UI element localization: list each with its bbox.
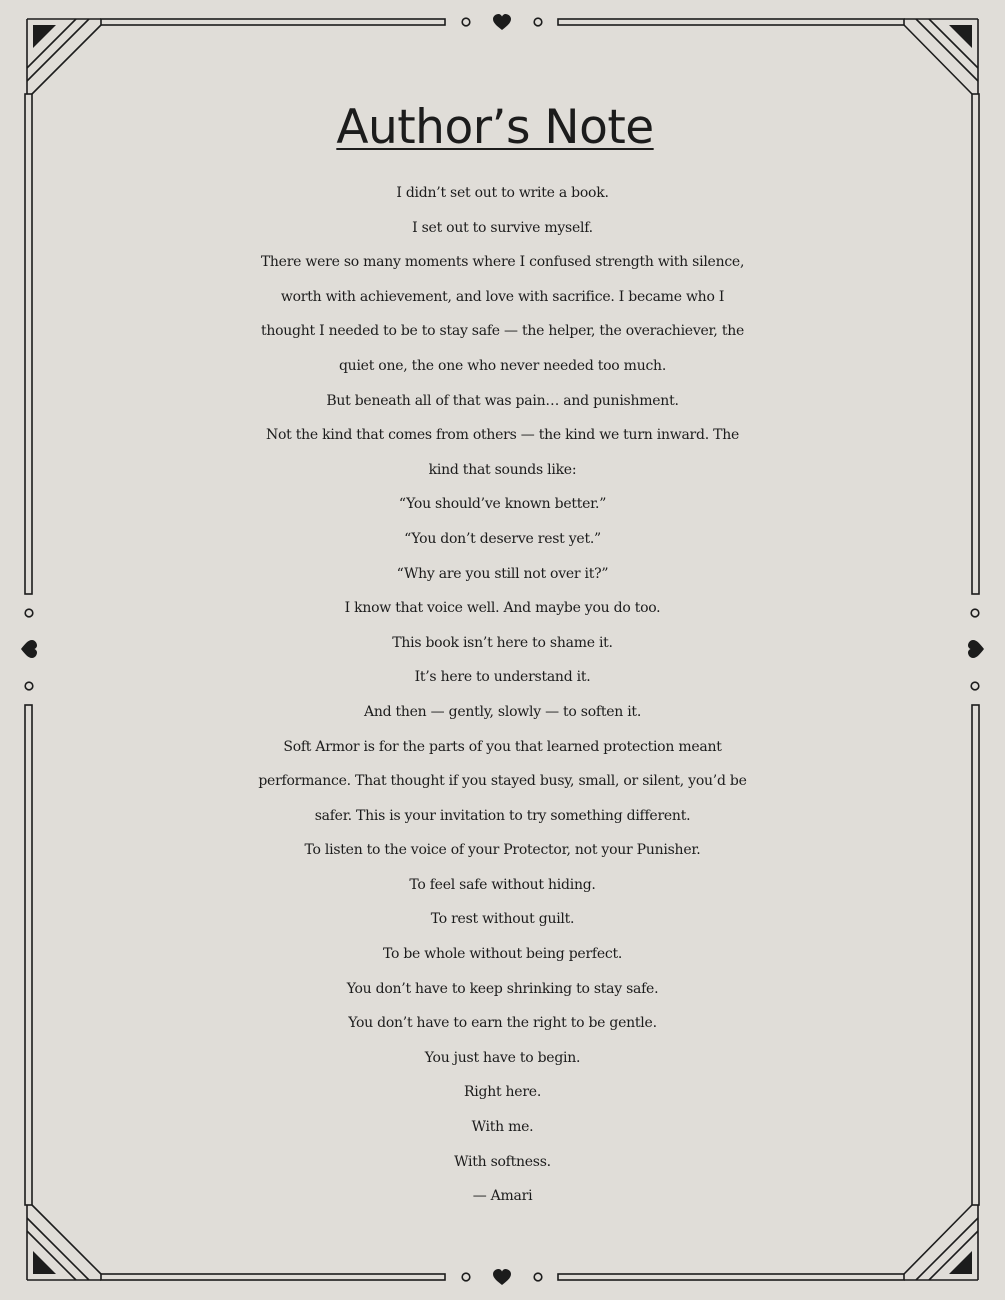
note-line: There were so many moments where I confused strength with silence,: [260, 254, 745, 271]
note-line: safer. This is your invitation to try something different.: [314, 807, 691, 824]
note-line: I know that voice well. And maybe you do too.: [344, 600, 661, 617]
note-line: It’s here to understand it.: [414, 669, 591, 686]
note-line: “You should’ve known better.”: [398, 496, 607, 513]
note-line: This book isn’t here to shame it.: [392, 634, 613, 651]
note-line: You don’t have to keep shrinking to stay safe.: [346, 980, 659, 997]
note-line: I set out to survive myself.: [412, 219, 593, 236]
note-line: Right here.: [463, 1084, 542, 1101]
note-line: Not the kind that comes from others — the kind we turn inward. The: [265, 427, 740, 444]
note-line: You don’t have to earn the right to be gentle.: [348, 1015, 657, 1032]
note-body: [60, 176, 945, 1214]
corner-ornament-bottom-right: [904, 1205, 978, 1280]
note-line: You just have to begin.: [424, 1049, 581, 1066]
note-line: quiet one, the one who never needed too much.: [338, 357, 667, 374]
corner-ornament-top-left: [27, 19, 101, 94]
author-note-content: [60, 98, 945, 1214]
note-line: performance. That thought if you stayed busy, small, or silent, you’d be: [258, 773, 747, 790]
note-line: thought I needed to be to stay safe — the helper, the overachiever, the: [260, 323, 745, 340]
page-title: Author’s Note: [336, 100, 654, 155]
note-line: To be whole without being perfect.: [382, 946, 623, 963]
heart-icon: [493, 1269, 511, 1285]
note-line: To feel safe without hiding.: [409, 876, 596, 893]
note-line: “You don’t deserve rest yet.”: [404, 530, 601, 547]
note-line: I didn’t set out to write a book.: [396, 185, 609, 201]
note-line: With me.: [471, 1119, 534, 1136]
note-line: — Amari: [472, 1188, 533, 1205]
corner-ornament-bottom-left: [27, 1205, 101, 1280]
note-line: And then — gently, slowly — to soften it.: [363, 703, 642, 720]
heart-icon: [968, 640, 984, 658]
note-line: Soft Armor is for the parts of you that learned protection meant: [283, 738, 722, 755]
note-line: worth with achievement, and love with sacrifice. I became who I: [280, 288, 725, 305]
note-line: kind that sounds like:: [428, 461, 577, 478]
corner-ornament-top-right: [904, 19, 978, 94]
note-line: But beneath all of that was pain… and punishment.: [326, 392, 679, 409]
note-line: “Why are you still not over it?”: [396, 565, 609, 582]
heart-icon: [21, 640, 37, 658]
heart-icon: [493, 14, 511, 30]
note-line: With softness.: [454, 1153, 551, 1170]
note-line: To rest without guilt.: [430, 911, 575, 928]
note-line: To listen to the voice of your Protector, not your Punisher.: [304, 842, 701, 859]
